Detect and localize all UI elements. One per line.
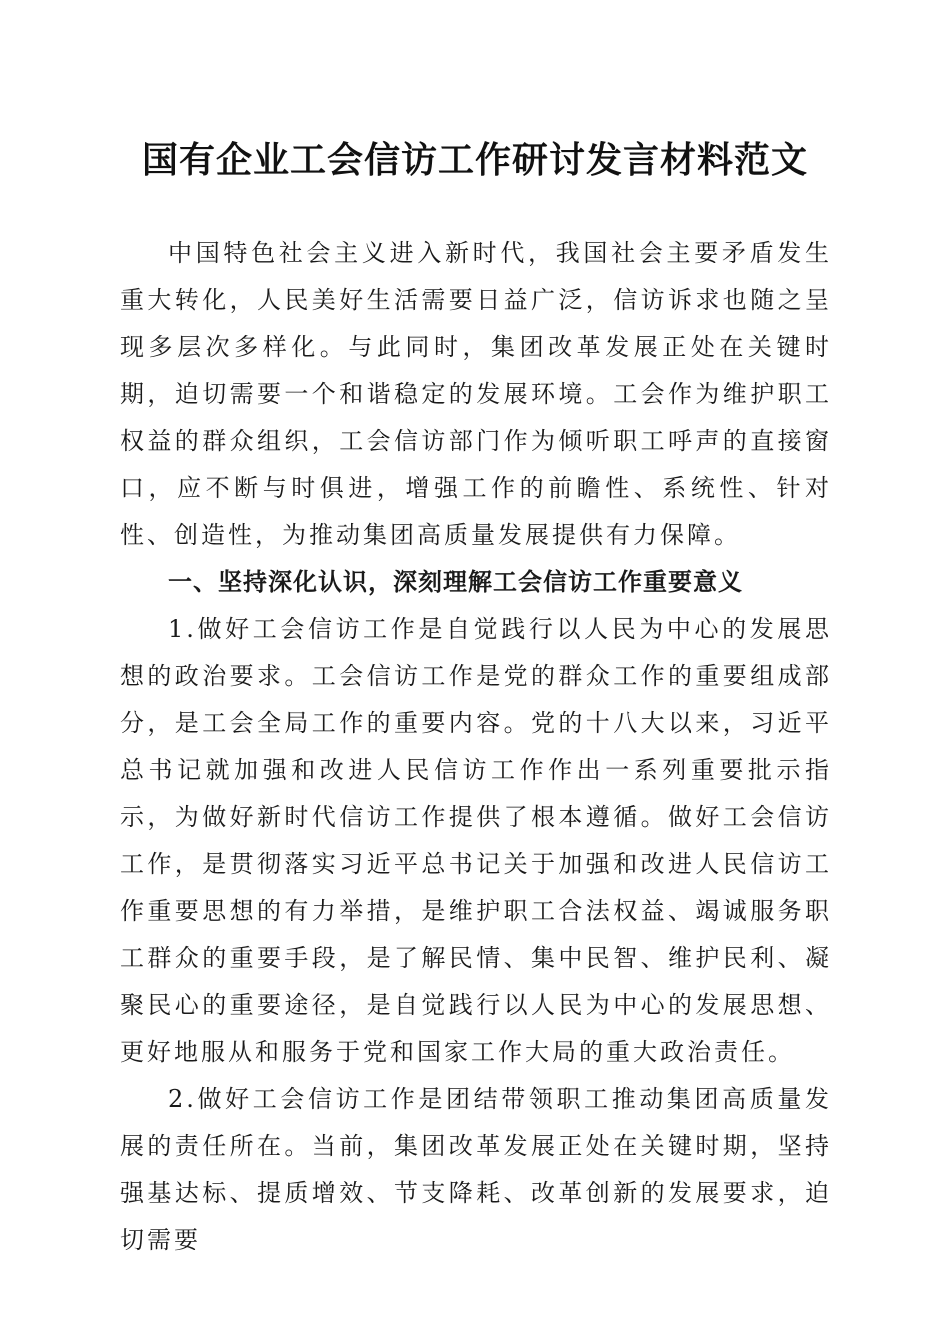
section-heading: 一、坚持深化认识，深刻理解工会信访工作重要意义 bbox=[168, 568, 743, 596]
intro-paragraph: 中国特色社会主义进入新时代，我国社会主要矛盾发生重大转化，人民美好生活需要日益广泛，信访诉求也随之呈现多层次多样化。与此同时，集团改革发展正处在关键时期，迫切需要一个和谐稳定的发展环境。工会作为维护职工权益的群众组织，工会信访部门作为倾听职工呼声的直接窗口，应不断与时俱进，增强工作的前瞻性、系统性、针对性、创造性，为推动集团高质量发展提供有力保障。 bbox=[120, 239, 832, 549]
document-title: 国有企业工会信访工作研讨发言材料范文 bbox=[141, 139, 808, 181]
point-2-paragraph: 2.做好工会信访工作是团结带领职工推动集团高质量发展的责任所在。当前，集团改革发展正处在关键时期，坚持强基达标、提质增效、节支降耗、改革创新的发展要求，迫切需要 bbox=[120, 1085, 832, 1254]
document-body bbox=[120, 230, 832, 1264]
point-1-paragraph: 1.做好工会信访工作是自觉践行以人民为中心的发展思想的政治要求。工会信访工作是党的群众工作的重要组成部分，是工会全局工作的重要内容。党的十八大以来，习近平总书记就加强和改进人民信访工作作出一系列重要批示指示，为做好新时代信访工作提供了根本遵循。做好工会信访工作，是贯彻落实习近平总书记关于加强和改进人民信访工作重要思想的有力举措，是维护职工合法权益、竭诚服务职工群众的重要手段，是了解民情、集中民智、维护民利、凝聚民心的重要途径，是自觉践行以人民为中心的发展思想、更好地服从和服务于党和国家工作大局的重大政治责任。 bbox=[120, 615, 832, 1066]
